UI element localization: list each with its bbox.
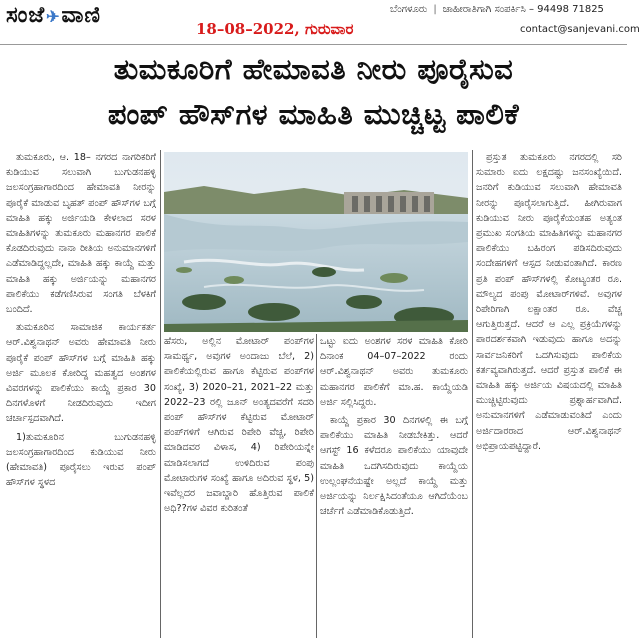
- newspaper-logo: [6, 2, 101, 28]
- headline-line-1: ತುಮಕೂರಿಗೆ ಹೇಮಾವತಿ ನೀರು ಪೂರೈಸುವ: [113, 52, 514, 86]
- article-column-3: [320, 334, 468, 638]
- city-label: ಬೆಂಗಳೂರು: [390, 4, 428, 15]
- paragraph: ಪ್ರಸ್ತುತ ತುಮಕೂರು ನಗರದಲ್ಲಿ ಸರಿ ಸುಮಾರು ಐದು ಲಕ್ಷದಷ್ಟು ಜನಸಂಖ್ಯೆಯಿದೆ. ಜನರಿಗೆ ಕುಡಿಯುವ ಸಲುವಾಗಿ ಹೇಮಾವತಿ ನೀರನ್ನು ಪೂರೈಸಲಾಗುತ್ತಿದೆ. ಹೀಗಿರುವಾಗ ಕುಡಿಯುವ ನೀರು ಪೂರೈಕೆಯಂತಹ ಅತ್ಯಂತ ಪ್ರಮುಖ ಸಂಗತಿಯ ಮಾಹಿತಿಗಳನ್ನು ಮಹಾನಗರ ಪಾಲಿಕೆಯು ಬಹಿರಂಗ ಪಡಿಸದಿರುವುದು ಸಂದೇಹಗಳಿಗೆ ಆಸ್ಪದ ನೀಡುವಂತಾಗಿದೆ. ಕಾರಣ ಪ್ರತಿ ಪಂಪ್ ಹೌಸ್‌ಗಳಲ್ಲಿ ಕೋಟ್ಯಂತರ ರೂ. ಮೌಲ್ಯದ ಪಂಪು ಮೋಟಾರ್‌ಗಳಿವೆ. ಅವುಗಳ ರಿಪೇರಿಗಾಗಿ ಲಕ್ಷಾಂತರ ರೂ. ವೆಚ್ಚ ಆಗುತ್ತಿರುತ್ತದೆ. ಆದರೆ ಆ ಎಲ್ಲ ಪ್ರಕ್ರಿಯೆಗಳನ್ನು ಪಾರದರ್ಶಕವಾಗಿ ಇಡುವುದು ಹಾಗೂ ಅದನ್ನು ಸಾರ್ವಜನಿಕರಿಗೆ ಒದಗಿಸುವುದು ಪಾಲಿಕೆಯ ಕರ್ತವ್ಯವಾಗಿರುತ್ತದೆ. ಆದರೆ ಪ್ರಸ್ತುತ ಪಾಲಿಕೆ ಈ ಮಾಹಿತಿ ಹಕ್ಕು ಅರ್ಜಿಯ ವಿಷಯದಲ್ಲಿ ಮಾಹಿತಿ ಮುಚ್ಚಿಟ್ಟಿರುವುದು ಪ್ರಶ್ನಾರ್ಹವಾಗಿದೆ. ಅನುಮಾನಗಳಿಗೆ ಎಡೆಮಾಡುವಂತಿದೆ ಎಂದು ಅರ್ಜಿದಾರರಾದ ಆರ್.ವಿಶ್ವನಾಥನ್ ಅಭಿಪ್ರಾಯಪಟ್ಟಿದ್ದಾರೆ.: [476, 152, 622, 452]
- column-divider: [472, 150, 473, 638]
- article-column-4: [476, 150, 622, 638]
- logo-text-part2: ವಾಣಿ: [61, 2, 101, 28]
- column-divider: [160, 150, 161, 638]
- river-dam-photo: [164, 152, 468, 332]
- ad-contact: ಜಾಹೀರಾತಿಗಾಗಿ ಸಂಪರ್ಕಿಸಿ – 94498 71825: [442, 4, 604, 15]
- paragraph: 1)ತುಮಕೂರಿನ ಬುಗುಡನಹಳ್ಳಿ ಜಲಸಂಗ್ರಹಾಗಾರದಿಂದ ಕುಡಿಯುವ ನೀರು (ಹೇಮಾವತಿ) ಪೂರೈಸಲು ಇರುವ ಪಂಪ್ ಹೌಸ್‌ಗಳ ಸ್ಥಳದ: [6, 431, 156, 489]
- masthead: [0, 0, 640, 45]
- paragraph: ತುಮಕೂರು, ಆ. 18– ನಗರದ ನಾಗರಿಕರಿಗೆ ಕುಡಿಯುವ ಸಲುವಾಗಿ ಬುಗುಡನಹಳ್ಳಿ ಜಲಸಂಗ್ರಹಾಗಾರದಿಂದ ಹೇಮಾವತಿ ನೀರನ್ನು ಪೂರೈಕೆ ಮಾಡುವ ಬೃಹತ್ ಪಂಪ್ ಹೌಸ್‌ಗಳ ಬಗ್ಗೆ ಮಾಹಿತಿ ಹಕ್ಕು ಅರ್ಜಿಯಡಿ ಕೇಳಲಾದ ಸರಳ ಮಾಹಿತಿಗಳನ್ನು ತುಮಕೂರು ಮಹಾನಗರ ಪಾಲಿಕೆ ಕೊಡದಿರುವುದು ನಾನಾ ರೀತಿಯ ಅನುಮಾನಗಳಿಗೆ ಎಡೆಮಾಡಿದ್ದಲ್ಲದೇ, ಮಾಹಿತಿ ಹಕ್ಕು ಕಾಯ್ದೆ ಮತ್ತು ಮಾಹಿತಿ ಹಕ್ಕು ಅರ್ಜಿಯನ್ನು ಮಹಾನಗರ ಪಾಲಿಕೆಯು ಕಡೆಗಣಿಸಿರುವ ಸಂಗತಿ ಬೆಳಕಿಗೆ ಬಂದಿದೆ.: [6, 152, 156, 316]
- issue-date: 18–08–2022, ಗುರುವಾರ: [196, 20, 354, 38]
- paragraph: ಹೆಸರು, ಅಲ್ಲಿನ ಮೋಟಾರ್ ಪಂಪ್‌ಗಳ ಸಾಮರ್ಥ್ಯ, ಅವುಗಳ ಅಂದಾಜು ಬೆಲೆ, 2) ಪಾಲಿಕೆಯಲ್ಲಿರುವ ಹಾಗೂ ಕೆಟ್ಟಿರುವ ಪಂಪ್‌ಗಳ ಸಂಖ್ಯೆ, 3) 2020–21, 2021–22 ಮತ್ತು 2022–23 ರಲ್ಲಿ ಜೂನ್ ಅಂತ್ಯದವರೆಗೆ ಸದರಿ ಪಂಪ್ ಹೌಸ್‌ಗಳ ಕೆಟ್ಟಿರುವ ಮೋಟಾರ್ ಪಂಪ್‌ಗಳಿಗೆ ಆಗಿರುವ ರಿಪೇರಿ ವೆಚ್ಚ, ರಿಪೇರಿ ಮಾಡಿದವರ ವಿಳಾಸ, 4) ರಿಪೇರಿಯನ್ನೇ ಮಾಡಿಸಲಾಗದೆ ಉಳಿದಿರುವ ಪಂಪು ಮೋಟಾರುಗಳ ಸಂಖ್ಯೆ ಹಾಗೂ ಅದಿರುವ ಸ್ಥಳ, 5) ಇವೆಲ್ಲದರ ಜವಾಬ್ದಾರಿ ಹೊತ್ತಿರುವ ಪಾಲಿಕೆ ಅಧಿ??ಗಳ ವಿವರ ಕುರಿತಂತೆ: [164, 336, 314, 515]
- contact-line: ಬೆಂಗಳೂರು | ಜಾಹೀರಾತಿಗಾಗಿ ಸಂಪರ್ಕಿಸಿ – 94498 71825: [390, 4, 604, 15]
- paragraph: ಕಾಯ್ದೆ ಪ್ರಕಾರ 30 ದಿನಗಳಲ್ಲಿ ಈ ಬಗ್ಗೆ ಪಾಲಿಕೆಯು ಮಾಹಿತಿ ನೀಡಬೇಕಿತ್ತು. ಆದರೆ ಆಗಸ್ಟ್ 16 ಕಳೆದರೂ ಪಾಲಿಕೆಯು ಯಾವುದೇ ಮಾಹಿತಿ ಒದಗಿಸದಿರುವುದು ಕಾಯ್ದೆಯ ಉಲ್ಲಂಘನೆಯಷ್ಟೇ ಅಲ್ಲದೆ ಕಾಯ್ದೆ ಮತ್ತು ಅರ್ಜಿಯನ್ನು ನಿರ್ಲಕ್ಷಿಸಿದಂತೆಯೂ ಆಗಿದೆಯೆಂಬ ಚರ್ಚೆಗೆ ಎಡೆಮಾಡಿಕೊಡುತ್ತಿದೆ.: [320, 415, 468, 518]
- bird-icon: ✈: [46, 7, 61, 26]
- paragraph: ಒಟ್ಟು ಐದು ಅಂಶಗಳ ಸರಳ ಮಾಹಿತಿ ಕೋರಿ ದಿನಾಂಕ 04–07–2022 ರಂದು ಆರ್.ವಿಶ್ವನಾಥನ್ ಅವರು ತುಮಕೂರು ಮಹಾನಗರ ಪಾಲಿಕೆಗೆ ಮಾ.ಹ. ಕಾಯ್ದೆಯಡಿ ಅರ್ಜಿ ಸಲ್ಲಿಸಿದ್ದರು.: [320, 336, 468, 408]
- logo-text-part1: ಸಂಜೆ: [6, 2, 46, 28]
- paragraph: ತುಮಕೂರಿನ ಸಾಮಾಜಿಕ ಕಾರ್ಯಕರ್ತ ಆರ್.ವಿಶ್ವನಾಥನ್ ಅವರು ಹೇಮಾವತಿ ನೀರು ಪೂರೈಕೆ ಪಂಪ್ ಹೌಸ್‌ಗಳ ಬಗ್ಗೆ ಮಾಹಿತಿ ಹಕ್ಕು ಅರ್ಜಿ ಮೂಲಕ ಕೋರಿದ್ದ ಮಹತ್ವದ ಅಂಶಗಳ ವಿವರಗಳನ್ನು ಪಾಲಿಕೆಯು ಕಾಯ್ದೆ ಪ್ರಕಾರ 30 ದಿನಗಳೊಳಗೆ ನೀಡದಿರುವುದು ಇದೀಗ ಚರ್ಚಾಸ್ಪದವಾಗಿದೆ.: [6, 322, 156, 425]
- column-divider: [316, 334, 317, 638]
- email-address: contact@sanjevani.com: [520, 24, 640, 35]
- headline-line-2: ಪಂಪ್ ಹೌಸ್‌ಗಳ ಮಾಹಿತಿ ಮುಚ್ಚಿಟ್ಟ ಪಾಲಿಕೆ: [107, 97, 520, 131]
- article-column-1: [6, 150, 156, 638]
- photo-image: [164, 152, 468, 332]
- article-column-2: [164, 334, 314, 638]
